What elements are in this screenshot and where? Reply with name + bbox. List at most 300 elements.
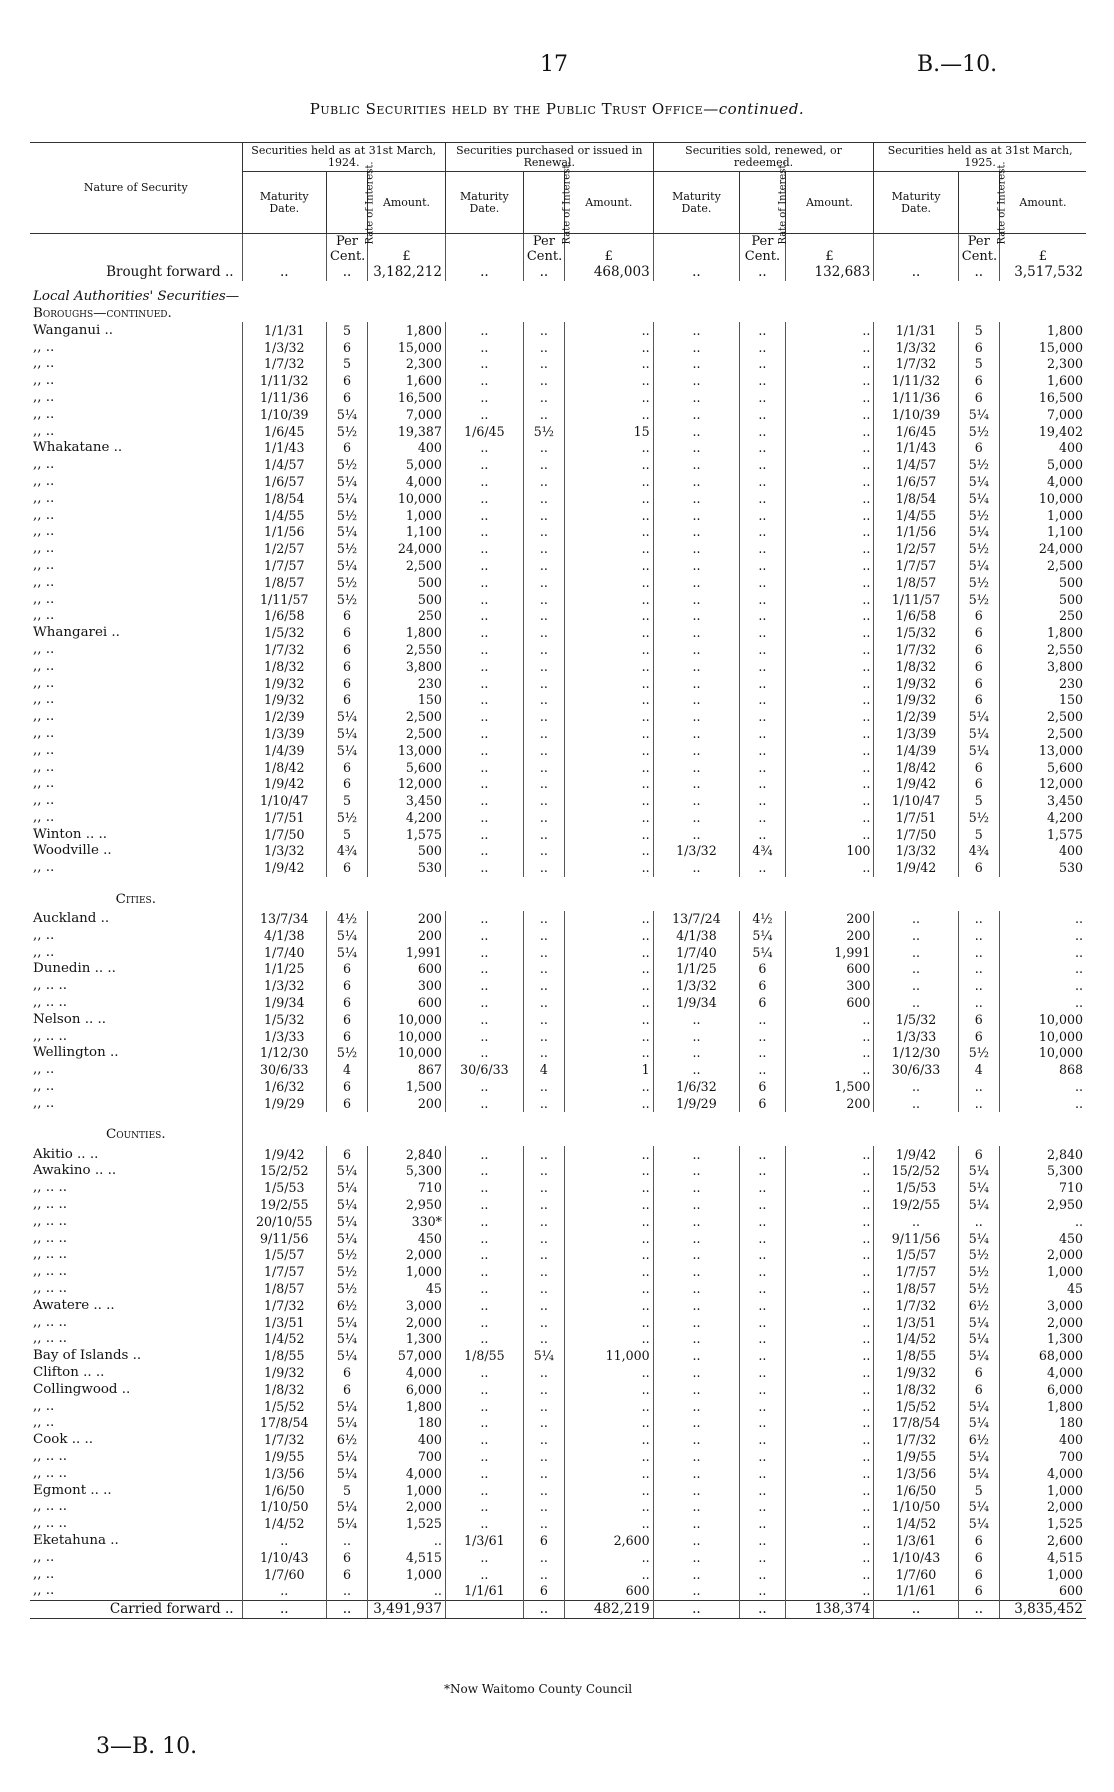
maturity-purchased: .. — [445, 1331, 523, 1348]
maturity-sold: .. — [653, 1566, 740, 1583]
carried-forward-label: Carried forward .. — [30, 1600, 242, 1618]
maturity-purchased: .. — [445, 1197, 523, 1214]
rate-purchased: .. — [523, 826, 564, 843]
rate-sold: .. — [740, 726, 785, 743]
maturity-1924: 1/4/57 — [242, 457, 326, 474]
rate-1925: 5½ — [958, 574, 999, 591]
per-cent-label: Per Cent. — [523, 234, 564, 265]
rate-1924: 6½ — [326, 1432, 367, 1449]
amount-purchased: .. — [564, 625, 653, 642]
table-row — [30, 1264, 1086, 1281]
maturity-sold: .. — [653, 642, 740, 659]
amount-sold: .. — [785, 524, 874, 541]
rate-1925: .. — [958, 1213, 999, 1230]
rate-purchased: .. — [523, 591, 564, 608]
table-row — [30, 1230, 1086, 1247]
maturity-1925: 1/5/32 — [874, 625, 958, 642]
security-name: ,, .. — [33, 944, 55, 960]
amount-purchased: .. — [564, 709, 653, 726]
amount-sold: .. — [785, 709, 874, 726]
maturity-1925: 1/7/60 — [874, 1566, 958, 1583]
rate-header-text: Rate of Interest. — [561, 160, 573, 245]
security-name: ,, .. — [33, 1398, 55, 1414]
maturity-sold: .. — [653, 423, 740, 440]
rate-purchased: .. — [523, 1079, 564, 1096]
rate-header — [326, 160, 376, 245]
rate-1925: 5¼ — [958, 1163, 999, 1180]
amount-1924: 1,800 — [368, 1398, 446, 1415]
maturity-sold: 1/9/29 — [653, 1095, 740, 1112]
rate-sold: .. — [740, 1297, 785, 1314]
amount-1925: 150 — [999, 692, 1086, 709]
amount-1925: 45 — [999, 1281, 1086, 1298]
rate-1924: 6 — [326, 1549, 367, 1566]
table-row — [30, 373, 1086, 390]
units-row — [30, 234, 1086, 265]
amount-sold: .. — [785, 574, 874, 591]
security-name: Awatere .. .. — [33, 1297, 115, 1313]
amount-sold: .. — [785, 1247, 874, 1264]
security-name: Wellington .. — [33, 1045, 119, 1061]
security-name: Cook .. .. — [33, 1432, 94, 1448]
table-row — [30, 406, 1086, 423]
amount-sold: .. — [785, 1566, 874, 1583]
rate-1924: 6 — [326, 1028, 367, 1045]
maturity-1925: 30/6/33 — [874, 1062, 958, 1079]
rate-1924: 6 — [326, 1011, 367, 1028]
rate-1924: 6 — [326, 692, 367, 709]
maturity-sold: 1/3/32 — [653, 978, 740, 995]
table-row — [30, 1163, 1086, 1180]
amount-1925: 1,100 — [999, 524, 1086, 541]
rate-1924: 5¼ — [326, 709, 367, 726]
amount-purchased: 1 — [564, 1062, 653, 1079]
rate-purchased: .. — [523, 322, 564, 339]
rate-sold: .. — [740, 1281, 785, 1298]
rate-1924: 5¼ — [326, 1516, 367, 1533]
amount-purchased: .. — [564, 927, 653, 944]
rate-1924: 6 — [326, 860, 367, 877]
amount-sold: .. — [785, 1163, 874, 1180]
rate-purchased: 5¼ — [523, 1348, 564, 1365]
table-row — [30, 1331, 1086, 1348]
security-name: ,, .. .. — [33, 1448, 68, 1464]
maturity-sold: .. — [653, 1365, 740, 1382]
rate-1925: .. — [958, 1079, 999, 1096]
security-name: ,, .. — [33, 927, 55, 943]
amount-purchased: .. — [564, 759, 653, 776]
rate-sold: .. — [740, 1348, 785, 1365]
maturity-header: Maturity Date. — [874, 172, 958, 234]
rate-sold: .. — [740, 457, 785, 474]
maturity-1925: .. — [874, 995, 958, 1012]
maturity-sold: .. — [653, 457, 740, 474]
rate-purchased: .. — [523, 843, 564, 860]
amount-sold: .. — [785, 457, 874, 474]
amount-1924: 250 — [368, 608, 446, 625]
amount-1924: 500 — [368, 591, 446, 608]
maturity-1924: 15/2/52 — [242, 1163, 326, 1180]
amount-purchased: .. — [564, 524, 653, 541]
table-row — [30, 675, 1086, 692]
amount-sold: .. — [785, 1297, 874, 1314]
rate-1924: 4½ — [326, 911, 367, 928]
security-name: ,, .. — [33, 574, 55, 590]
maturity-purchased: .. — [445, 776, 523, 793]
maturity-1924: 1/8/57 — [242, 1281, 326, 1298]
group-header-purchased: Securities purchased or issued in Renewal. — [445, 143, 653, 172]
maturity-1925: 1/9/32 — [874, 1365, 958, 1382]
amount-purchased: .. — [564, 675, 653, 692]
amount-1925: 1,600 — [999, 373, 1086, 390]
per-cent-label: Per Cent. — [326, 234, 367, 265]
maturity-sold: 1/1/25 — [653, 961, 740, 978]
rate-1924: 5¼ — [326, 1465, 367, 1482]
rate-sold: 6 — [740, 961, 785, 978]
rate-sold: .. — [740, 776, 785, 793]
rate-purchased: .. — [523, 709, 564, 726]
amount-1925: 1,800 — [999, 625, 1086, 642]
amount-purchased: .. — [564, 1146, 653, 1163]
table-row — [30, 1398, 1086, 1415]
rate-1925: 5¼ — [958, 1197, 999, 1214]
rate-sold: .. — [740, 1549, 785, 1566]
maturity-purchased: .. — [445, 558, 523, 575]
security-name: ,, .. — [33, 709, 55, 725]
rate-1925: 5¼ — [958, 742, 999, 759]
amount-sold: .. — [785, 776, 874, 793]
amount-purchased: .. — [564, 1449, 653, 1466]
rate-1924: 5½ — [326, 1045, 367, 1062]
rate-sold: .. — [740, 1516, 785, 1533]
maturity-1924: 1/8/32 — [242, 1381, 326, 1398]
maturity-sold: .. — [653, 541, 740, 558]
security-name: ,, .. .. — [33, 1516, 68, 1532]
maturity-purchased: .. — [445, 658, 523, 675]
maturity-sold: .. — [653, 1381, 740, 1398]
maturity-1924: 1/1/25 — [242, 961, 326, 978]
maturity-sold: .. — [653, 322, 740, 339]
amount-sold: .. — [785, 1281, 874, 1298]
rate-1925: 6 — [958, 776, 999, 793]
table-row — [30, 608, 1086, 625]
maturity-1925: .. — [874, 1079, 958, 1096]
rate-purchased: .. — [523, 1415, 564, 1432]
maturity-sold: .. — [653, 826, 740, 843]
rate-1924: 5¼ — [326, 474, 367, 491]
maturity-1925: 1/4/57 — [874, 457, 958, 474]
amount-1924: 1,575 — [368, 826, 446, 843]
carried-forward-group — [30, 1600, 1086, 1618]
section-heading: Counties. — [105, 1127, 166, 1143]
amount-1924: 1,000 — [368, 507, 446, 524]
cities-heading-group — [30, 877, 1086, 911]
rate-1924: 6 — [326, 1381, 367, 1398]
table-row — [30, 927, 1086, 944]
rate-1925: 5½ — [958, 507, 999, 524]
rate-1925: 5½ — [958, 1281, 999, 1298]
security-name: ,, .. .. — [33, 995, 68, 1011]
rate-1924: 5¼ — [326, 1163, 367, 1180]
maturity-1924: 1/11/32 — [242, 373, 326, 390]
amount-purchased: .. — [564, 843, 653, 860]
amount-purchased: .. — [564, 356, 653, 373]
maturity-1925: 1/5/57 — [874, 1247, 958, 1264]
rate-1924: 6 — [326, 339, 367, 356]
amount-1924: 5,000 — [368, 457, 446, 474]
amount-purchased: .. — [564, 911, 653, 928]
maturity-sold: .. — [653, 558, 740, 575]
amount-purchased: .. — [564, 1230, 653, 1247]
maturity-1925: 1/8/55 — [874, 1348, 958, 1365]
maturity-sold: .. — [653, 1297, 740, 1314]
maturity-1924: 1/3/51 — [242, 1314, 326, 1331]
security-name: ,, .. — [33, 608, 55, 624]
amount-sold: .. — [785, 625, 874, 642]
amount-purchased: .. — [564, 541, 653, 558]
maturity-1925: 1/4/52 — [874, 1331, 958, 1348]
maturity-1925: 1/5/32 — [874, 1011, 958, 1028]
maturity-purchased: .. — [445, 1516, 523, 1533]
amount-1925: 1,575 — [999, 826, 1086, 843]
amount-1925: 400 — [999, 440, 1086, 457]
amount-1924: 400 — [368, 1432, 446, 1449]
rate-sold: 5¼ — [740, 944, 785, 961]
maturity-sold: .. — [653, 1449, 740, 1466]
amount-1925: 1,000 — [999, 507, 1086, 524]
maturity-sold: .. — [653, 1264, 740, 1281]
amount-sold: 600 — [785, 961, 874, 978]
maturity-1924: 1/8/32 — [242, 658, 326, 675]
maturity-1924: 1/10/47 — [242, 793, 326, 810]
rate-1925: .. — [958, 978, 999, 995]
security-name: Whakatane .. — [33, 440, 123, 456]
amount-purchased: .. — [564, 406, 653, 423]
maturity-1925: 1/9/42 — [874, 860, 958, 877]
rate-header-text: Rate of Interest. — [777, 160, 789, 245]
rate-header-text: Rate of Interest. — [364, 160, 376, 245]
maturity-1924: 1/6/57 — [242, 474, 326, 491]
maturity-1925: 1/9/32 — [874, 692, 958, 709]
maturity-1925: .. — [874, 961, 958, 978]
rate-purchased: .. — [523, 608, 564, 625]
rate-1924: 5¼ — [326, 1213, 367, 1230]
amount-purchased: .. — [564, 1365, 653, 1382]
amount-purchased: .. — [564, 339, 653, 356]
amount-1924: 10,000 — [368, 490, 446, 507]
maturity-sold: 1/9/34 — [653, 995, 740, 1012]
maturity-1925: 1/4/52 — [874, 1516, 958, 1533]
amount-purchased: .. — [564, 322, 653, 339]
amount-sold: .. — [785, 507, 874, 524]
amount-1925: 2,500 — [999, 726, 1086, 743]
security-name: ,, .. — [33, 1583, 55, 1599]
rate-sold: .. — [740, 1197, 785, 1214]
amount-header: Amount. — [785, 172, 874, 234]
maturity-sold: .. — [653, 1348, 740, 1365]
maturity-purchased: .. — [445, 490, 523, 507]
rate-1925: 6 — [958, 1566, 999, 1583]
rate-sold: .. — [740, 541, 785, 558]
rate-1924: 5¼ — [326, 1499, 367, 1516]
rate-purchased: .. — [523, 558, 564, 575]
maturity-header: Maturity Date. — [653, 172, 740, 234]
security-name: Nelson .. .. — [33, 1011, 107, 1027]
maturity-purchased: .. — [445, 810, 523, 827]
rate-sold: .. — [740, 1331, 785, 1348]
amount-purchased: .. — [564, 1297, 653, 1314]
amount-1925: .. — [999, 961, 1086, 978]
maturity-purchased: .. — [445, 1566, 523, 1583]
rate-sold: .. — [740, 507, 785, 524]
amount-1925: 2,000 — [999, 1314, 1086, 1331]
maturity-sold: .. — [653, 726, 740, 743]
maturity-purchased: .. — [445, 1297, 523, 1314]
maturity-1925: 1/7/51 — [874, 810, 958, 827]
maturity-1925: 1/6/58 — [874, 608, 958, 625]
amount-purchased: .. — [564, 490, 653, 507]
amount-1925: 15,000 — [999, 339, 1086, 356]
security-name: ,, .. — [33, 524, 55, 540]
maturity-1925: 1/6/50 — [874, 1482, 958, 1499]
security-name: ,, .. — [33, 776, 55, 792]
maturity-1924: 1/6/32 — [242, 1079, 326, 1096]
amount-purchased: .. — [564, 692, 653, 709]
amount-1924: 3,800 — [368, 658, 446, 675]
amount-1925: 710 — [999, 1180, 1086, 1197]
amount-1924: 3,000 — [368, 1297, 446, 1314]
amount-purchased: .. — [564, 995, 653, 1012]
amount-1924: 1,991 — [368, 944, 446, 961]
maturity-purchased: .. — [445, 1213, 523, 1230]
rate-1925: 6 — [958, 642, 999, 659]
rate-header — [740, 160, 789, 245]
rate-sold: .. — [740, 440, 785, 457]
table-row — [30, 843, 1086, 860]
maturity-1925: 1/2/39 — [874, 709, 958, 726]
security-name: ,, .. .. — [33, 978, 68, 994]
maturity-1925: 1/9/32 — [874, 675, 958, 692]
maturity-sold: .. — [653, 608, 740, 625]
brought-forward-label: Brought forward .. — [106, 264, 234, 281]
amount-sold: 200 — [785, 1095, 874, 1112]
rate-purchased: .. — [523, 574, 564, 591]
rate-purchased: .. — [523, 692, 564, 709]
rate-1924: 5¼ — [326, 927, 367, 944]
amount-purchased: .. — [564, 1465, 653, 1482]
amount-1925: 2,500 — [999, 709, 1086, 726]
amount-1924: 5,600 — [368, 759, 446, 776]
maturity-1925: 1/3/61 — [874, 1533, 958, 1550]
maturity-1924: 1/3/39 — [242, 726, 326, 743]
maturity-purchased: 1/6/45 — [445, 423, 523, 440]
amount-purchased: .. — [564, 776, 653, 793]
amount-1925: .. — [999, 927, 1086, 944]
amount-1925: 3,450 — [999, 793, 1086, 810]
rate-1925: 6 — [958, 675, 999, 692]
table-row — [30, 810, 1086, 827]
maturity-sold: .. — [653, 1516, 740, 1533]
maturity-1924: .. — [242, 1533, 326, 1550]
maturity-sold: .. — [653, 625, 740, 642]
amount-purchased: 600 — [564, 1583, 653, 1600]
amount-purchased: .. — [564, 1432, 653, 1449]
rate-sold: .. — [740, 1180, 785, 1197]
maturity-1924: 1/1/31 — [242, 322, 326, 339]
rate-sold: .. — [740, 356, 785, 373]
rate-1925: 6 — [958, 625, 999, 642]
rate-1925: .. — [958, 927, 999, 944]
maturity-sold: .. — [653, 658, 740, 675]
amount-sold: .. — [785, 1230, 874, 1247]
security-name: ,, .. — [33, 541, 55, 557]
maturity-purchased: .. — [445, 1449, 523, 1466]
maturity-sold: .. — [653, 490, 740, 507]
rate-1925: 5½ — [958, 457, 999, 474]
rate-sold: 6 — [740, 978, 785, 995]
maturity-1924: 1/9/42 — [242, 860, 326, 877]
security-name: ,, .. — [33, 457, 55, 473]
amount-purchased: .. — [564, 944, 653, 961]
amount-sold: .. — [785, 658, 874, 675]
rate-purchased: .. — [523, 457, 564, 474]
rate-1925: 5½ — [958, 1247, 999, 1264]
security-name: ,, .. .. — [33, 1213, 68, 1229]
table-row — [30, 1348, 1086, 1365]
rate-1924: 6 — [326, 658, 367, 675]
pound-label: £ — [564, 234, 653, 265]
rate-sold: .. — [740, 490, 785, 507]
security-name: Eketahuna .. — [33, 1532, 119, 1548]
maturity-1925: 1/9/42 — [874, 776, 958, 793]
maturity-purchased: .. — [445, 1549, 523, 1566]
maturity-purchased: .. — [445, 675, 523, 692]
maturity-purchased: .. — [445, 1314, 523, 1331]
amount-1925: .. — [999, 978, 1086, 995]
amount-purchased: .. — [564, 1264, 653, 1281]
rate-purchased: .. — [523, 1297, 564, 1314]
maturity-purchased: 1/3/61 — [445, 1533, 523, 1550]
amount-purchased: .. — [564, 1482, 653, 1499]
maturity-1925: .. — [874, 1213, 958, 1230]
maturity-sold: .. — [653, 793, 740, 810]
amount-1925: 2,840 — [999, 1146, 1086, 1163]
security-name: Clifton .. .. — [33, 1365, 105, 1380]
rate-sold: .. — [740, 1062, 785, 1079]
maturity-sold: .. — [653, 810, 740, 827]
amount-sold: .. — [785, 490, 874, 507]
sheet-signature: 3—B. 10. — [96, 1734, 198, 1759]
amount-purchased: .. — [564, 608, 653, 625]
maturity-1925: 1/2/57 — [874, 541, 958, 558]
maturity-sold: .. — [653, 1465, 740, 1482]
security-name: ,, .. — [33, 1566, 55, 1582]
rate-1925: 6 — [958, 759, 999, 776]
amount-1925: 2,300 — [999, 356, 1086, 373]
rate-1924: 5¼ — [326, 1197, 367, 1214]
rate-1925: 6 — [958, 373, 999, 390]
amount-sold: .. — [785, 1465, 874, 1482]
amount-sold: .. — [785, 1398, 874, 1415]
maturity-purchased: .. — [445, 322, 523, 339]
footnote: *Now Waitomo County Council — [444, 1682, 633, 1696]
maturity-purchased: .. — [445, 1045, 523, 1062]
amount-1924: 230 — [368, 675, 446, 692]
rate-purchased: .. — [523, 759, 564, 776]
amount-header: Amount. — [564, 172, 653, 234]
table-row — [30, 1045, 1086, 1062]
maturity-1924: 1/5/53 — [242, 1180, 326, 1197]
